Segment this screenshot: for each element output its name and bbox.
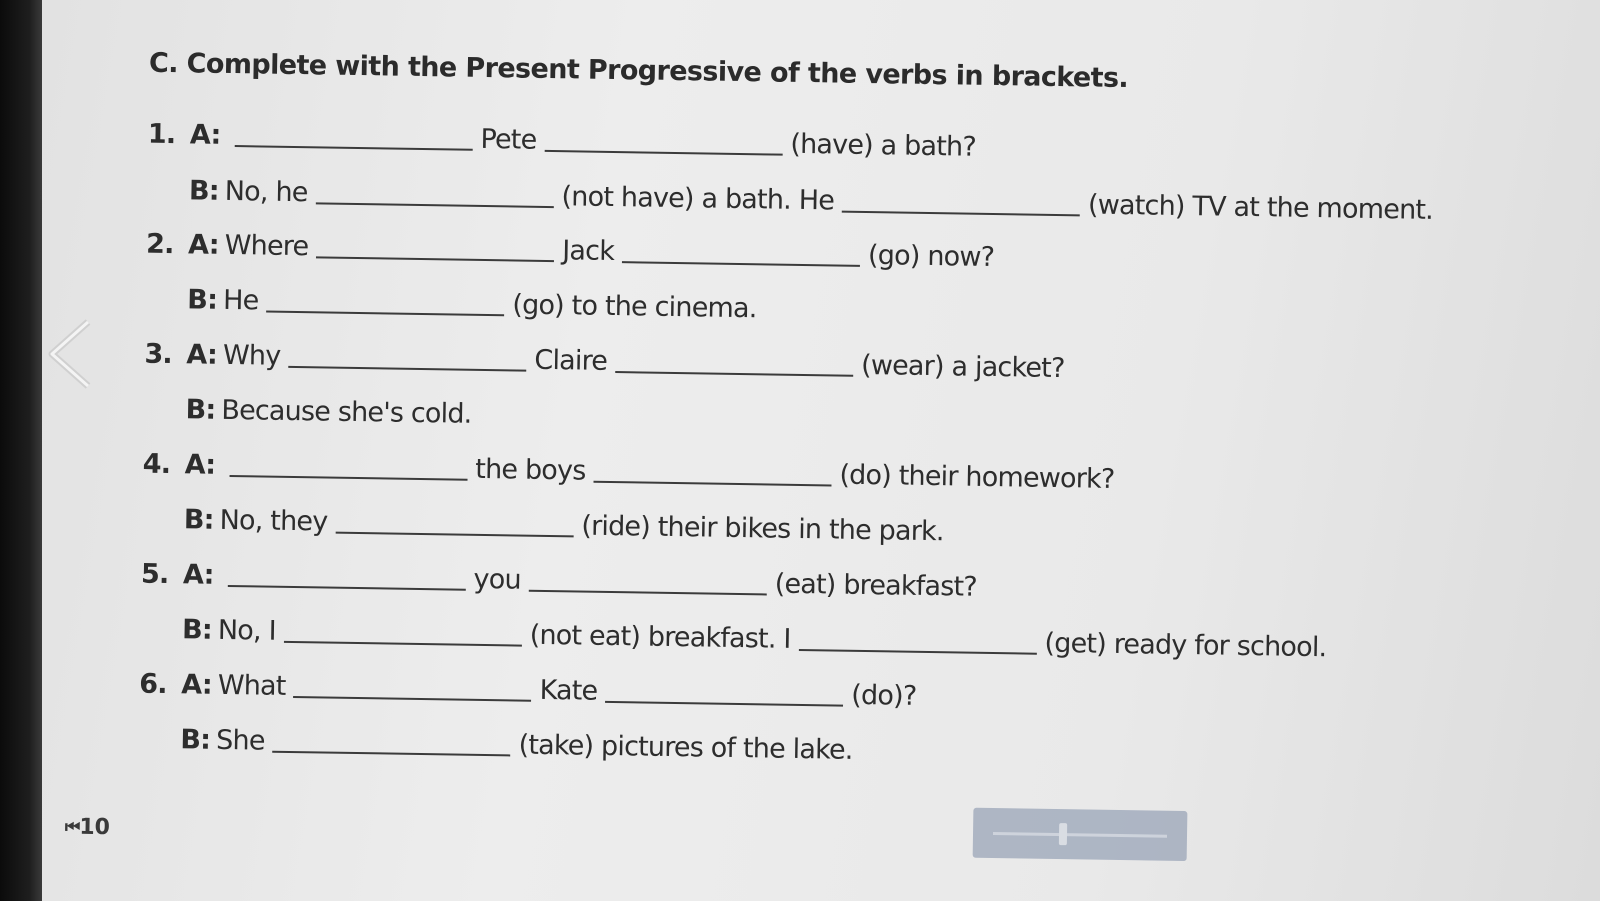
speaker-label: B: (187, 284, 218, 316)
text-segment: (watch) TV at the moment. (1087, 189, 1434, 226)
answer-blank[interactable] (266, 311, 504, 317)
worksheet-page (42, 0, 1600, 901)
text-segment: (go) now? (867, 240, 995, 273)
text-segment: (not eat) breakfast. I (529, 619, 791, 655)
speaker-label: A: (187, 229, 220, 261)
answer-blank[interactable] (288, 366, 526, 372)
text-segment: (have) a bath? (790, 128, 977, 163)
answer-blank[interactable] (284, 641, 522, 647)
scroll-thumb[interactable] (1059, 823, 1067, 845)
text-segment: No, he (224, 175, 308, 209)
item-number: 6. (139, 668, 167, 701)
screen (42, 0, 1600, 901)
text-segment: the boys (475, 453, 586, 487)
item-number: 4. (142, 448, 171, 481)
text-segment: Where (224, 229, 309, 263)
page-number-indicator[interactable] (65, 814, 110, 840)
page-scroll-widget[interactable] (973, 808, 1188, 861)
exercise-title: C. Complete with the Present Progressive of the verbs in brackets. (148, 47, 1129, 95)
speaker-label: A: (186, 339, 218, 371)
item-number: 2. (145, 228, 174, 261)
item-6-question (139, 660, 917, 712)
answer-blank[interactable] (529, 590, 767, 596)
item-1-question (148, 110, 977, 163)
text-segment: you (473, 563, 522, 596)
speaker-label: A: (189, 119, 221, 151)
text-segment: No, they (219, 504, 328, 538)
text-segment: No, I (217, 614, 276, 647)
item-2-question (146, 220, 995, 273)
answer-blank[interactable] (798, 649, 1036, 655)
answer-blank[interactable] (272, 751, 510, 757)
text-segment: (take) pictures of the lake. (518, 729, 853, 766)
answer-blank[interactable] (544, 150, 782, 156)
answer-blank[interactable] (293, 696, 531, 702)
answer-blank[interactable] (316, 256, 554, 262)
item-3-answer (143, 385, 472, 430)
text-segment: (wear) a jacket? (860, 349, 1065, 385)
speaker-label: B: (185, 394, 216, 426)
answer-blank[interactable] (227, 585, 465, 591)
item-number: 5. (140, 558, 169, 591)
item-5-question (141, 550, 977, 603)
answer-blank[interactable] (605, 701, 843, 707)
answer-blank[interactable] (842, 211, 1080, 217)
item-4-answer (142, 495, 944, 548)
chevron-left-icon[interactable] (44, 318, 104, 390)
text-segment: (ride) their bikes in the park. (581, 510, 944, 548)
page-number: 10 (79, 814, 111, 841)
answer-blank[interactable] (234, 145, 472, 151)
text-segment: Because she's cold. (221, 394, 472, 430)
text-segment: Why (222, 339, 281, 372)
text-segment: (do) their homework? (839, 459, 1115, 495)
answer-blank[interactable] (315, 202, 553, 208)
text-segment: He (222, 284, 259, 317)
speaker-label: A: (181, 669, 213, 701)
item-5-answer (140, 605, 1327, 664)
answer-blank[interactable] (593, 481, 831, 487)
speaker-label: B: (181, 614, 213, 646)
text-segment: She (215, 724, 265, 757)
text-segment: Kate (539, 674, 598, 707)
item-1-answer (147, 166, 1434, 226)
text-segment: (go) to the cinema. (512, 289, 757, 325)
answer-blank[interactable] (335, 532, 573, 538)
text-segment: (get) ready for school. (1044, 627, 1327, 664)
monitor-bezel (0, 0, 42, 901)
text-segment: Pete (480, 123, 537, 156)
item-4-question (142, 440, 1114, 495)
text-segment: Jack (562, 235, 615, 268)
item-number: 3. (144, 338, 173, 371)
item-2-answer (145, 275, 757, 325)
scroll-track[interactable] (993, 832, 1167, 838)
text-segment: (not have) a bath. He (561, 181, 835, 217)
text-segment: Claire (534, 344, 608, 377)
speaker-label: A: (184, 449, 216, 481)
text-segment: What (217, 669, 286, 702)
speaker-label: A: (182, 559, 214, 591)
item-3-question (144, 330, 1065, 384)
text-segment: (eat) breakfast? (774, 568, 978, 603)
skip-back-icon: ⏮ (64, 816, 78, 838)
answer-blank[interactable] (615, 371, 853, 377)
item-number: 1. (147, 118, 176, 151)
answer-blank[interactable] (229, 475, 467, 481)
item-6-answer (138, 715, 853, 766)
text-segment: (do)? (851, 679, 917, 712)
speaker-label: B: (188, 175, 220, 207)
speaker-label: B: (183, 504, 214, 536)
speaker-label: B: (180, 724, 211, 756)
answer-blank[interactable] (622, 261, 860, 267)
